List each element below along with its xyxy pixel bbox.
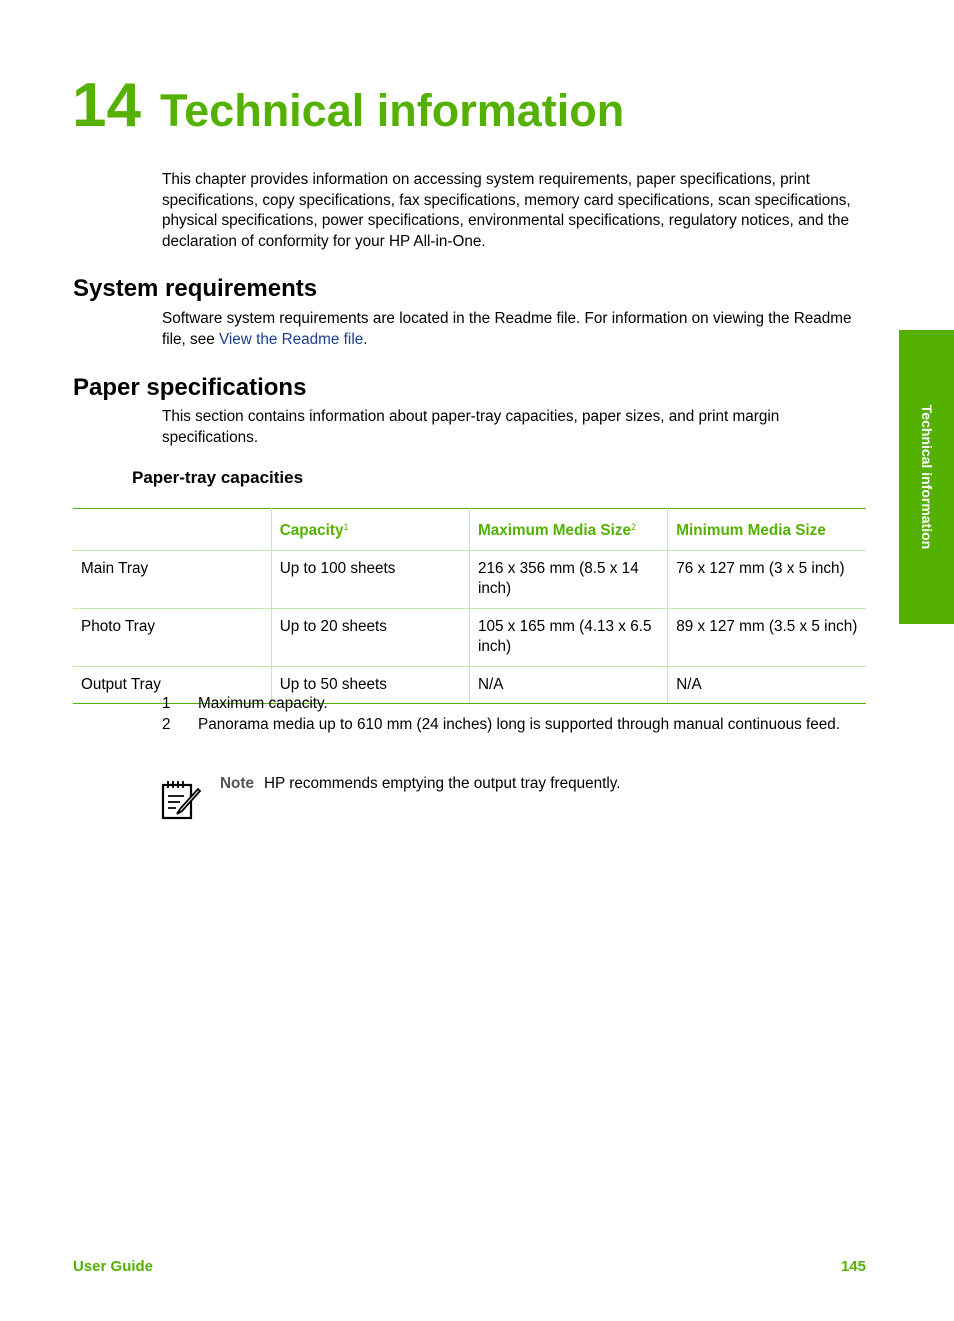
side-tab <box>899 330 954 624</box>
paper-tray-capacities-heading: Paper-tray capacities <box>132 468 304 487</box>
table-header-max-size: Maximum Media Size$^2$ <box>470 509 668 551</box>
chapter-title: Technical information <box>160 85 625 136</box>
note <box>220 775 621 793</box>
note-label: Note <box>220 775 254 792</box>
footnote-number: 2 <box>162 716 171 733</box>
footnote-ref: 2 <box>631 522 637 532</box>
table-cell: Up to 50 sheets <box>271 666 469 704</box>
footnote-text: Panorama media up to 610 mm (24 inches) long is supported through manual continuous feed. <box>198 716 841 733</box>
page-number: 145 <box>840 1258 866 1275</box>
table-cell: 105 x 165 mm (4.13 x 6.5 inch) <box>470 608 668 666</box>
table-cell: N/A <box>668 666 866 704</box>
table-header-min-size: Minimum Media Size <box>668 509 866 551</box>
intro-paragraph: This chapter provides information on accessing system requirements, paper specifications, print specifications, copy specifications, fax specifications, memory card specifications, scan specifications, physical specifications, power specifications, environmental specifications, regulatory notices, and the declaration of conformity for your HP All-in-One. <box>162 171 851 250</box>
footnote-text: Maximum capacity. <box>198 695 328 712</box>
chapter-number: 14 <box>72 71 141 140</box>
paper-specifications-heading: Paper specifications <box>73 374 307 401</box>
footnote-number: 1 <box>162 695 171 712</box>
footnote <box>162 694 866 715</box>
chapter-heading <box>72 70 624 140</box>
table-cell: 76 x 127 mm (3 x 5 inch) <box>668 550 866 608</box>
table-cell: 89 x 127 mm (3.5 x 5 inch) <box>668 608 866 666</box>
system-requirements-paragraph <box>162 309 862 350</box>
paper-tray-table <box>73 508 866 704</box>
paper-specifications-paragraph: This section contains information about paper-tray capacities, paper sizes, and print margin specifications. <box>162 408 780 446</box>
footer-guide-title: User Guide <box>73 1258 154 1275</box>
table-cell: Up to 100 sheets <box>271 550 469 608</box>
table-cell: Photo Tray <box>73 608 271 666</box>
side-tab-label: Technical information <box>918 404 935 550</box>
table-header-cell <box>73 509 271 551</box>
note-text: HP recommends emptying the output tray frequently. <box>264 775 621 792</box>
table-header-row <box>73 509 866 551</box>
table-cell: N/A <box>470 666 668 704</box>
system-requirements-text: Software system requirements are located in the Readme file. For information on viewing the Readme file, see <box>162 310 852 348</box>
table-row <box>73 608 866 666</box>
note-pencil-icon <box>160 778 204 822</box>
readme-link[interactable]: View the Readme file <box>218 330 364 348</box>
table-cell: Output Tray <box>73 666 271 704</box>
table-row <box>73 550 866 608</box>
footnote <box>162 715 866 736</box>
table-cell: Up to 20 sheets <box>271 608 469 666</box>
system-requirements-heading: System requirements <box>73 275 318 302</box>
footnote-ref: 1 <box>343 522 349 532</box>
table-header-capacity: Capacity$^1$ <box>271 509 469 551</box>
system-requirements-end: . <box>363 330 368 348</box>
table-cell: Main Tray <box>73 550 271 608</box>
table-cell: 216 x 356 mm (8.5 x 14 inch) <box>470 550 668 608</box>
